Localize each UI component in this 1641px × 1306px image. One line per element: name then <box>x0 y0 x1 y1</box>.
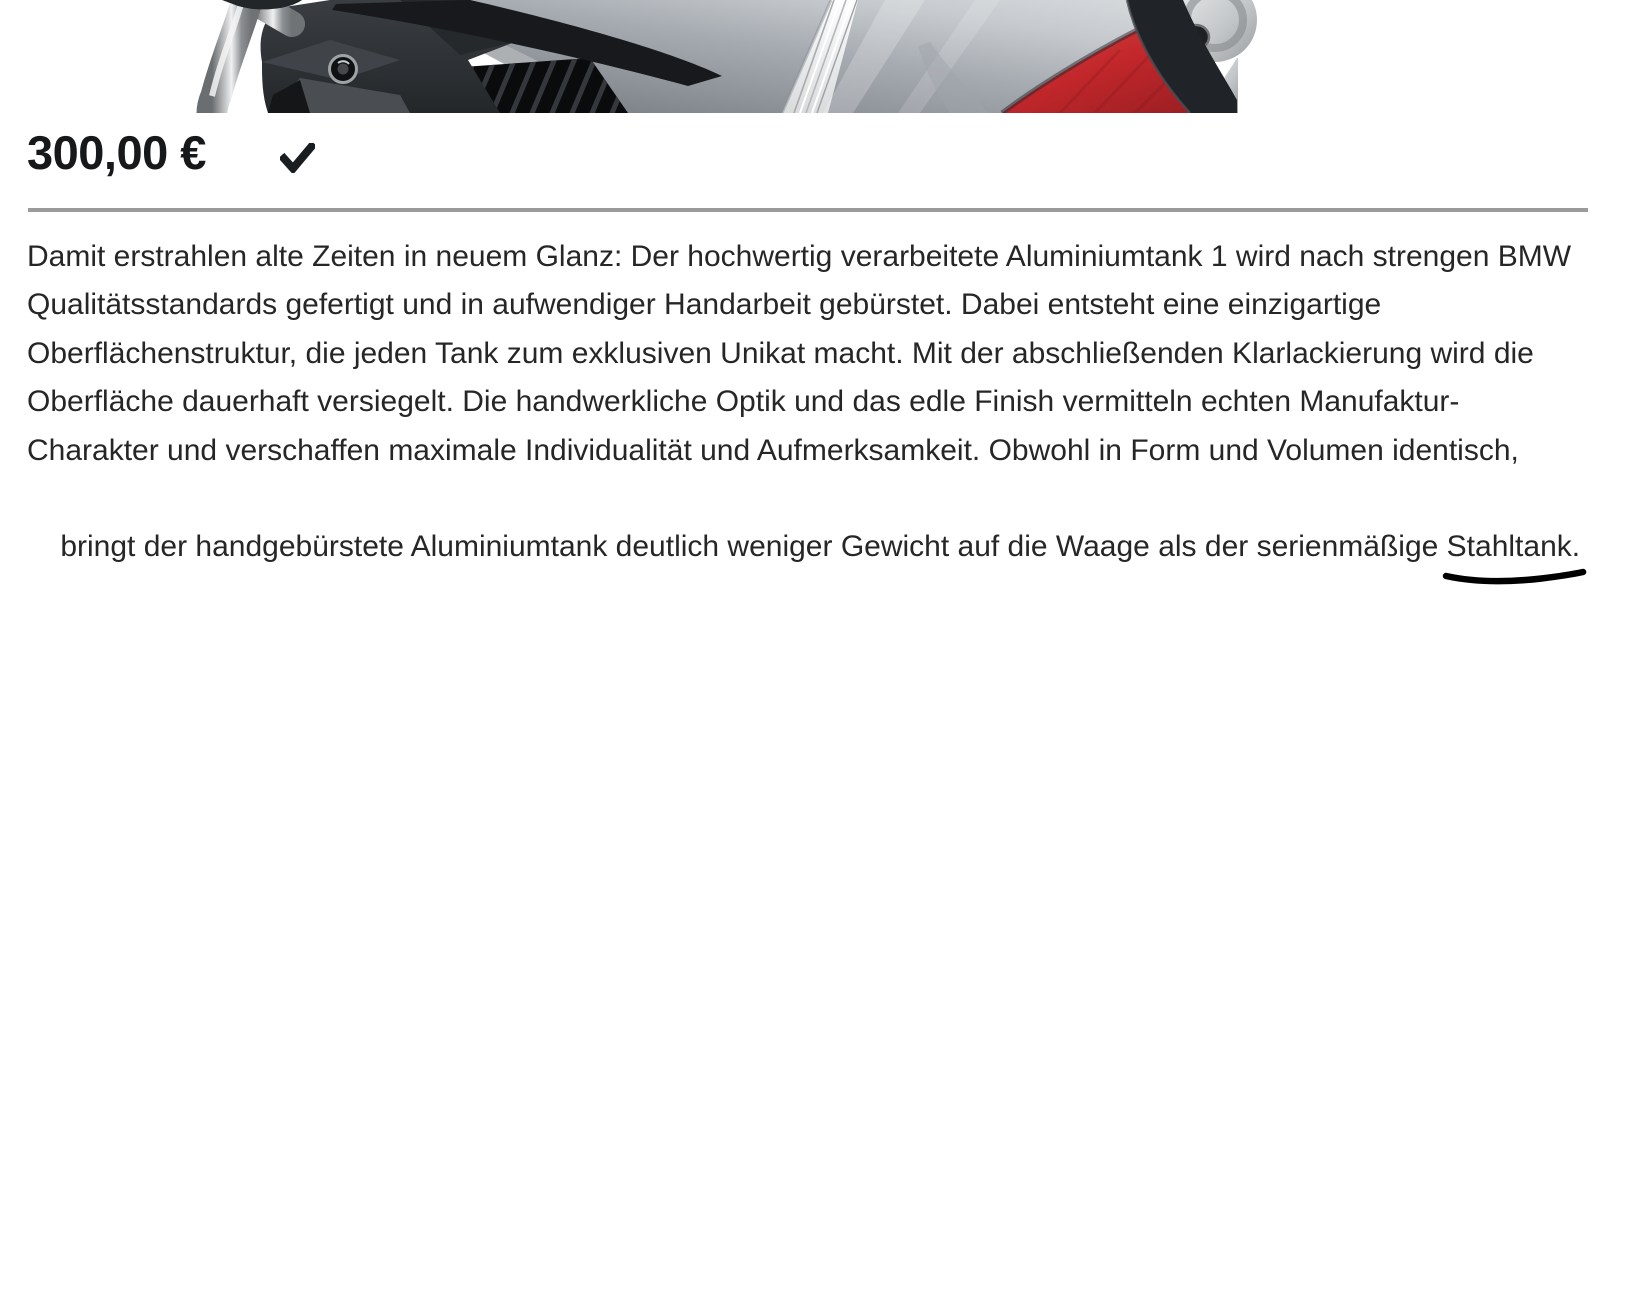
description-line: Oberflächenstruktur, die jeden Tank zum exklusiven Unikat macht. Mit der abschließenden Klarlackierung wird die <box>27 336 1534 370</box>
section-divider <box>28 208 1588 212</box>
stahltank-text: Stahltank <box>1446 530 1572 564</box>
stahltank-underline-annotation <box>1442 568 1587 586</box>
description-line: Damit erstrahlen alte Zeiten in neuem Glanz: Der hochwertig verarbeitete Aluminiumtank 1 wird nach strengen BMW <box>27 240 1572 273</box>
product-price: 300,00 € <box>27 126 206 179</box>
description-line: Qualitätsstandards gefertigt und in aufwendiger Handarbeit gebürstet. Dabei entsteht eine einzigartige <box>27 288 1382 322</box>
last-line-before: bringt der handgebürstete Aluminiumtank deutlich weniger Gewicht auf die Waage als der serienmäßige <box>60 530 1447 564</box>
check-icon <box>280 143 315 173</box>
last-line-after: . <box>1571 530 1581 564</box>
product-photo <box>0 0 1641 113</box>
stahltank-word <box>1447 523 1572 571</box>
description-line: Oberfläche dauerhaft versiegelt. Die handwerkliche Optik und das edle Finish vermitteln echten Manufaktur- <box>27 385 1460 419</box>
product-description <box>27 233 1632 620</box>
description-last-line <box>27 475 1632 620</box>
description-line: Charakter und verschaffen maximale Individualität und Aufmerksamkeit. Obwohl in Form und Volumen identisch, <box>27 433 1519 467</box>
